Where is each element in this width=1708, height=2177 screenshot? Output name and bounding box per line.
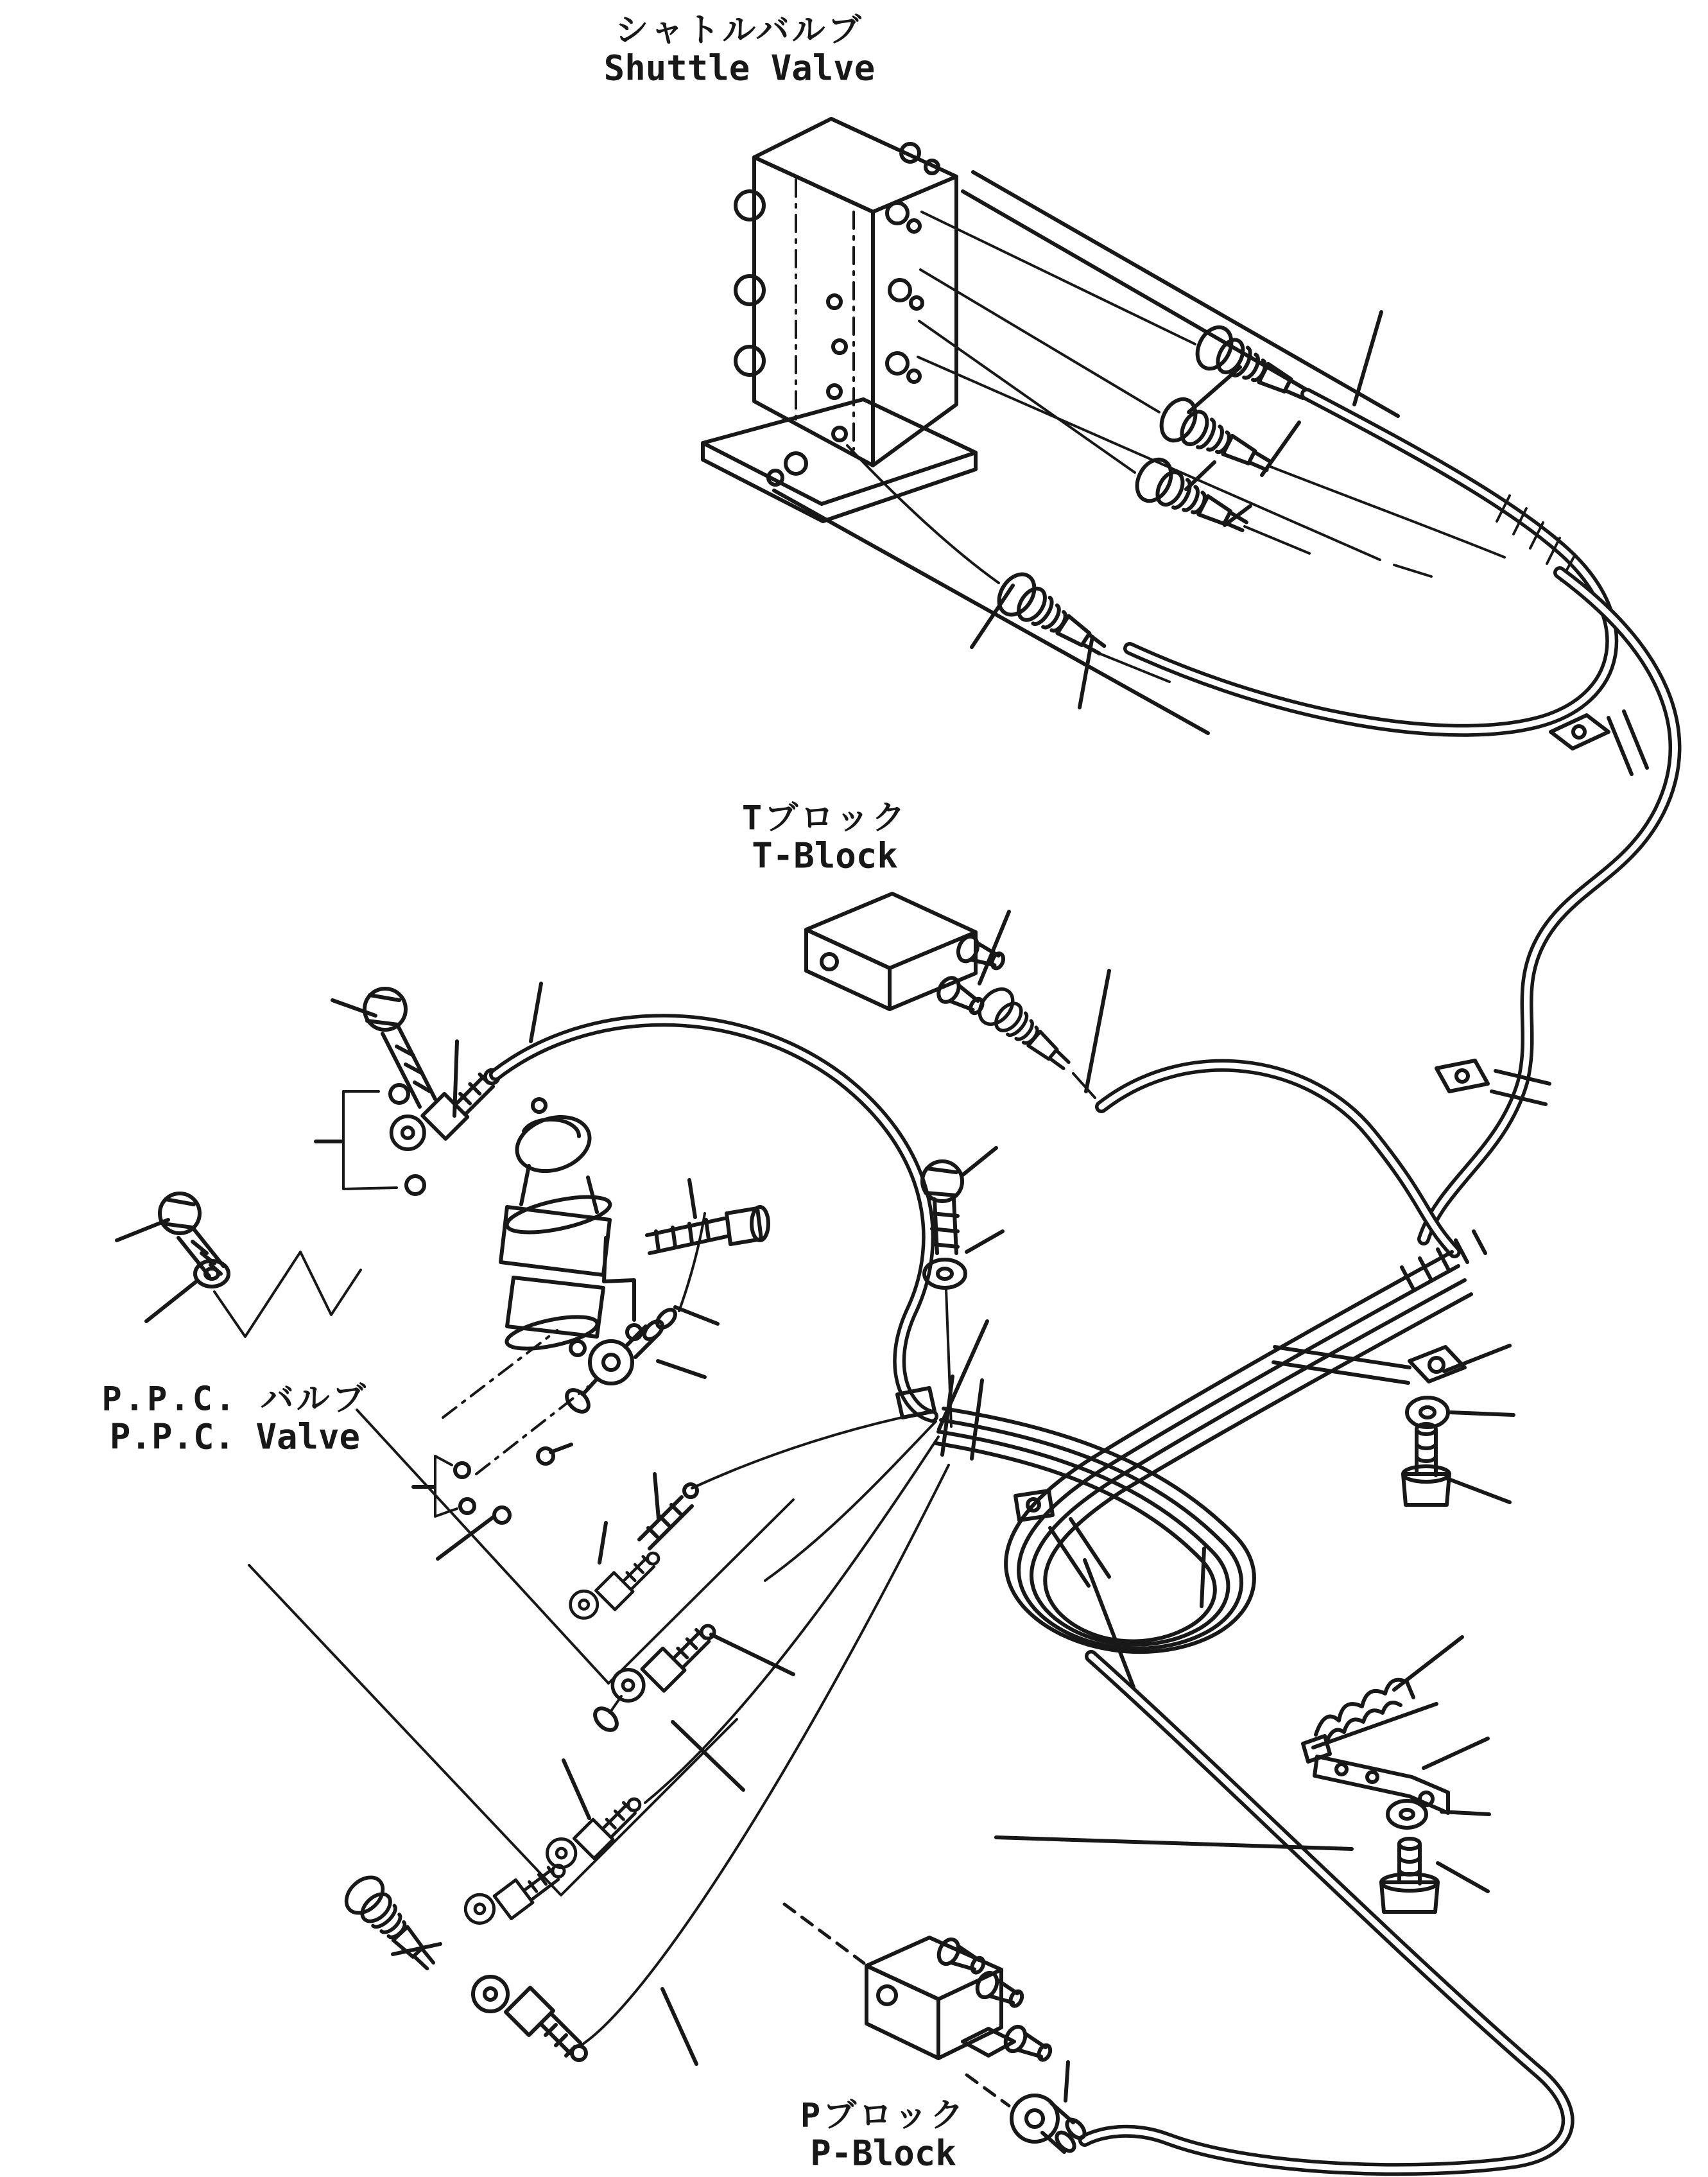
callout-11: 11 xyxy=(1096,914,1168,984)
bracket-23 xyxy=(1303,1736,1448,1813)
elbow-upper-mid xyxy=(463,1853,565,1934)
leader-9 xyxy=(1202,1548,1204,1606)
o-ring-22b xyxy=(406,1176,424,1194)
label-shuttle-valve-jp: シャトルバルブ xyxy=(615,11,864,50)
callout-9: 9 xyxy=(1182,1601,1218,1670)
callout-7: 7 xyxy=(347,1929,383,1998)
leader-18 xyxy=(655,1474,659,1519)
o-ring-22a xyxy=(390,1085,408,1103)
callout-23: 23 xyxy=(1484,1697,1556,1766)
bolt-27 xyxy=(1403,1424,1449,1505)
leader-17 xyxy=(662,1989,696,2064)
callout-14: 14 xyxy=(1204,512,1276,582)
leader-20 xyxy=(604,1238,606,1281)
leader-11 xyxy=(531,984,541,1041)
bolt-24 xyxy=(1381,1839,1438,1912)
callout-6: 6 xyxy=(368,1460,404,1529)
leader-13 xyxy=(1354,312,1381,404)
ppc-valve-body xyxy=(501,1108,613,1355)
label-t-block-en: T-Block xyxy=(752,835,898,876)
hose-11-left xyxy=(496,1020,932,1416)
pipe-17 xyxy=(579,1465,949,2047)
callout-13: 13 xyxy=(1050,705,1122,774)
label-p-block-jp: Pブロック xyxy=(800,2096,967,2135)
callout-16: 16 xyxy=(1038,1997,1110,2067)
callout-16: 16 xyxy=(788,1654,859,1723)
callout-17: 17 xyxy=(678,2065,750,2134)
callout-8: 8 xyxy=(402,1540,438,1609)
leader-27 xyxy=(1445,1478,1510,1502)
callout-11: 11 xyxy=(510,925,582,994)
leader-19 xyxy=(689,1180,695,1217)
leader-15 xyxy=(1394,1637,1462,1690)
leader-18 xyxy=(454,1041,457,1116)
label-p-block-en: P-Block xyxy=(810,2133,956,2174)
leader-28 xyxy=(1451,1412,1514,1415)
label-ppc-valve-jp: P.P.C. バルブ xyxy=(101,1380,368,1419)
stem-18-lower xyxy=(639,1484,697,1548)
shuttle-hoses xyxy=(847,212,1675,1239)
serrated-clamp-15 xyxy=(1313,1680,1436,1748)
hose-main-right xyxy=(1424,573,1675,1239)
leader-16 xyxy=(658,1361,705,1377)
v-line-2 xyxy=(249,1565,737,1895)
callout-24: 24 xyxy=(1482,1871,1554,1940)
leader-24 xyxy=(1438,1863,1488,1891)
leader-21 xyxy=(332,1000,375,1016)
leader-18 xyxy=(1189,367,1240,412)
callout-19: 19 xyxy=(655,1119,727,1188)
fitting-16-bottom xyxy=(1012,2095,1088,2154)
label-ppc-valve-en: P.P.C. Valve xyxy=(109,1416,361,1457)
shuttle-valve-block xyxy=(703,119,976,521)
label-t-block xyxy=(742,800,908,876)
callout-27: 27 xyxy=(1506,1479,1578,1548)
callout-10: 10 xyxy=(933,1805,1005,1874)
callout-22: 22 xyxy=(252,1107,323,1176)
leader-23 xyxy=(1424,1739,1488,1768)
callout-31: 31 xyxy=(991,1098,1063,1168)
o-ring-20a xyxy=(571,1341,585,1355)
mounting-panel xyxy=(774,172,1398,733)
leader-16 xyxy=(711,1635,793,1674)
o-ring-8 xyxy=(494,1507,510,1523)
bolt-21 xyxy=(365,989,435,1107)
zigzag-line xyxy=(214,1252,361,1337)
callout-21: 21 xyxy=(256,962,328,1031)
leader-3 xyxy=(600,1523,606,1563)
label-shuttle-valve-en: Shuttle Valve xyxy=(603,48,876,89)
callout-30: 30 xyxy=(1121,1678,1193,1748)
callout-3: 3 xyxy=(590,1466,626,1536)
callout-20: 20 xyxy=(576,1180,648,1249)
callout-16: 16 xyxy=(925,643,997,713)
leader-5 xyxy=(564,1760,589,1818)
o-ring-6b xyxy=(460,1499,474,1513)
callout-5: 5 xyxy=(736,1768,772,1837)
hose-10 xyxy=(1085,1656,1568,2169)
callout-13: 13 xyxy=(1386,251,1458,320)
t-block xyxy=(806,894,1454,1252)
label-shuttle-valve xyxy=(604,12,876,89)
p-block xyxy=(784,1904,1055,2106)
callout-29: 29 xyxy=(964,1261,1036,1330)
part-22-group xyxy=(343,1070,546,1194)
fitting-18-tblock xyxy=(973,983,1079,1080)
leader-2 xyxy=(146,1281,196,1321)
callout-4: 4 xyxy=(574,1403,610,1473)
callout-18: 18 xyxy=(421,981,493,1050)
leader-32 xyxy=(967,1231,1003,1252)
leader-16 xyxy=(972,585,1013,647)
bolt-1 xyxy=(160,1193,223,1276)
elbow-3 xyxy=(571,1553,659,1618)
label-p-block xyxy=(800,2097,966,2174)
callout-25: 25 xyxy=(1484,1783,1556,1853)
callout-28: 28 xyxy=(1510,1383,1582,1452)
callout-26: 26 xyxy=(1506,1296,1578,1365)
hose-10-group xyxy=(1012,1656,1568,2169)
label-t-block-jp: Tブロック xyxy=(741,799,908,838)
fitting-17 xyxy=(1130,454,1254,546)
leader-4 xyxy=(551,1444,571,1452)
callout-17: 17 xyxy=(1142,476,1214,545)
fitting-7 xyxy=(340,1870,445,1980)
callout-18: 18 xyxy=(1223,307,1295,376)
leader-25 xyxy=(1442,1812,1489,1814)
callout-15: 15 xyxy=(1458,1591,1530,1660)
callout-18: 18 xyxy=(996,851,1068,921)
fitting-16-top xyxy=(992,568,1114,668)
leader-11 xyxy=(1086,971,1109,1091)
callout-16: 16 xyxy=(698,1353,770,1423)
callout-18: 18 xyxy=(620,1421,692,1491)
leader-5 xyxy=(673,1722,743,1790)
elbow-cluster xyxy=(340,1411,949,2060)
leader-16 xyxy=(1065,2062,1068,2101)
hose-clamp-upper xyxy=(1551,711,1647,774)
callout-2: 2 xyxy=(108,1302,144,1371)
hose-11 xyxy=(1101,1066,1454,1252)
leader-10 xyxy=(675,1307,718,1324)
hose-band xyxy=(897,1231,1485,1652)
leader-1 xyxy=(117,1220,168,1240)
elbow-5b xyxy=(548,1799,640,1868)
washer-25 xyxy=(1388,1801,1426,1828)
leader-31 xyxy=(963,1148,996,1175)
hose-clamp-lower xyxy=(1436,1061,1549,1104)
label-ppc-valve xyxy=(101,1381,368,1457)
leader-12 xyxy=(1262,422,1299,475)
elbow-17 xyxy=(473,1977,586,2060)
callout-5: 5 xyxy=(548,1699,584,1768)
callout-1: 1 xyxy=(72,1217,108,1287)
callout-10: 10 xyxy=(709,1291,781,1360)
callout-12: 12 xyxy=(1272,358,1343,428)
callout-layer xyxy=(72,252,1581,2134)
callout-32: 32 xyxy=(996,1185,1068,1254)
o-ring-6a xyxy=(455,1463,469,1477)
leader-8 xyxy=(438,1516,494,1559)
bolt-19 xyxy=(647,1207,768,1253)
